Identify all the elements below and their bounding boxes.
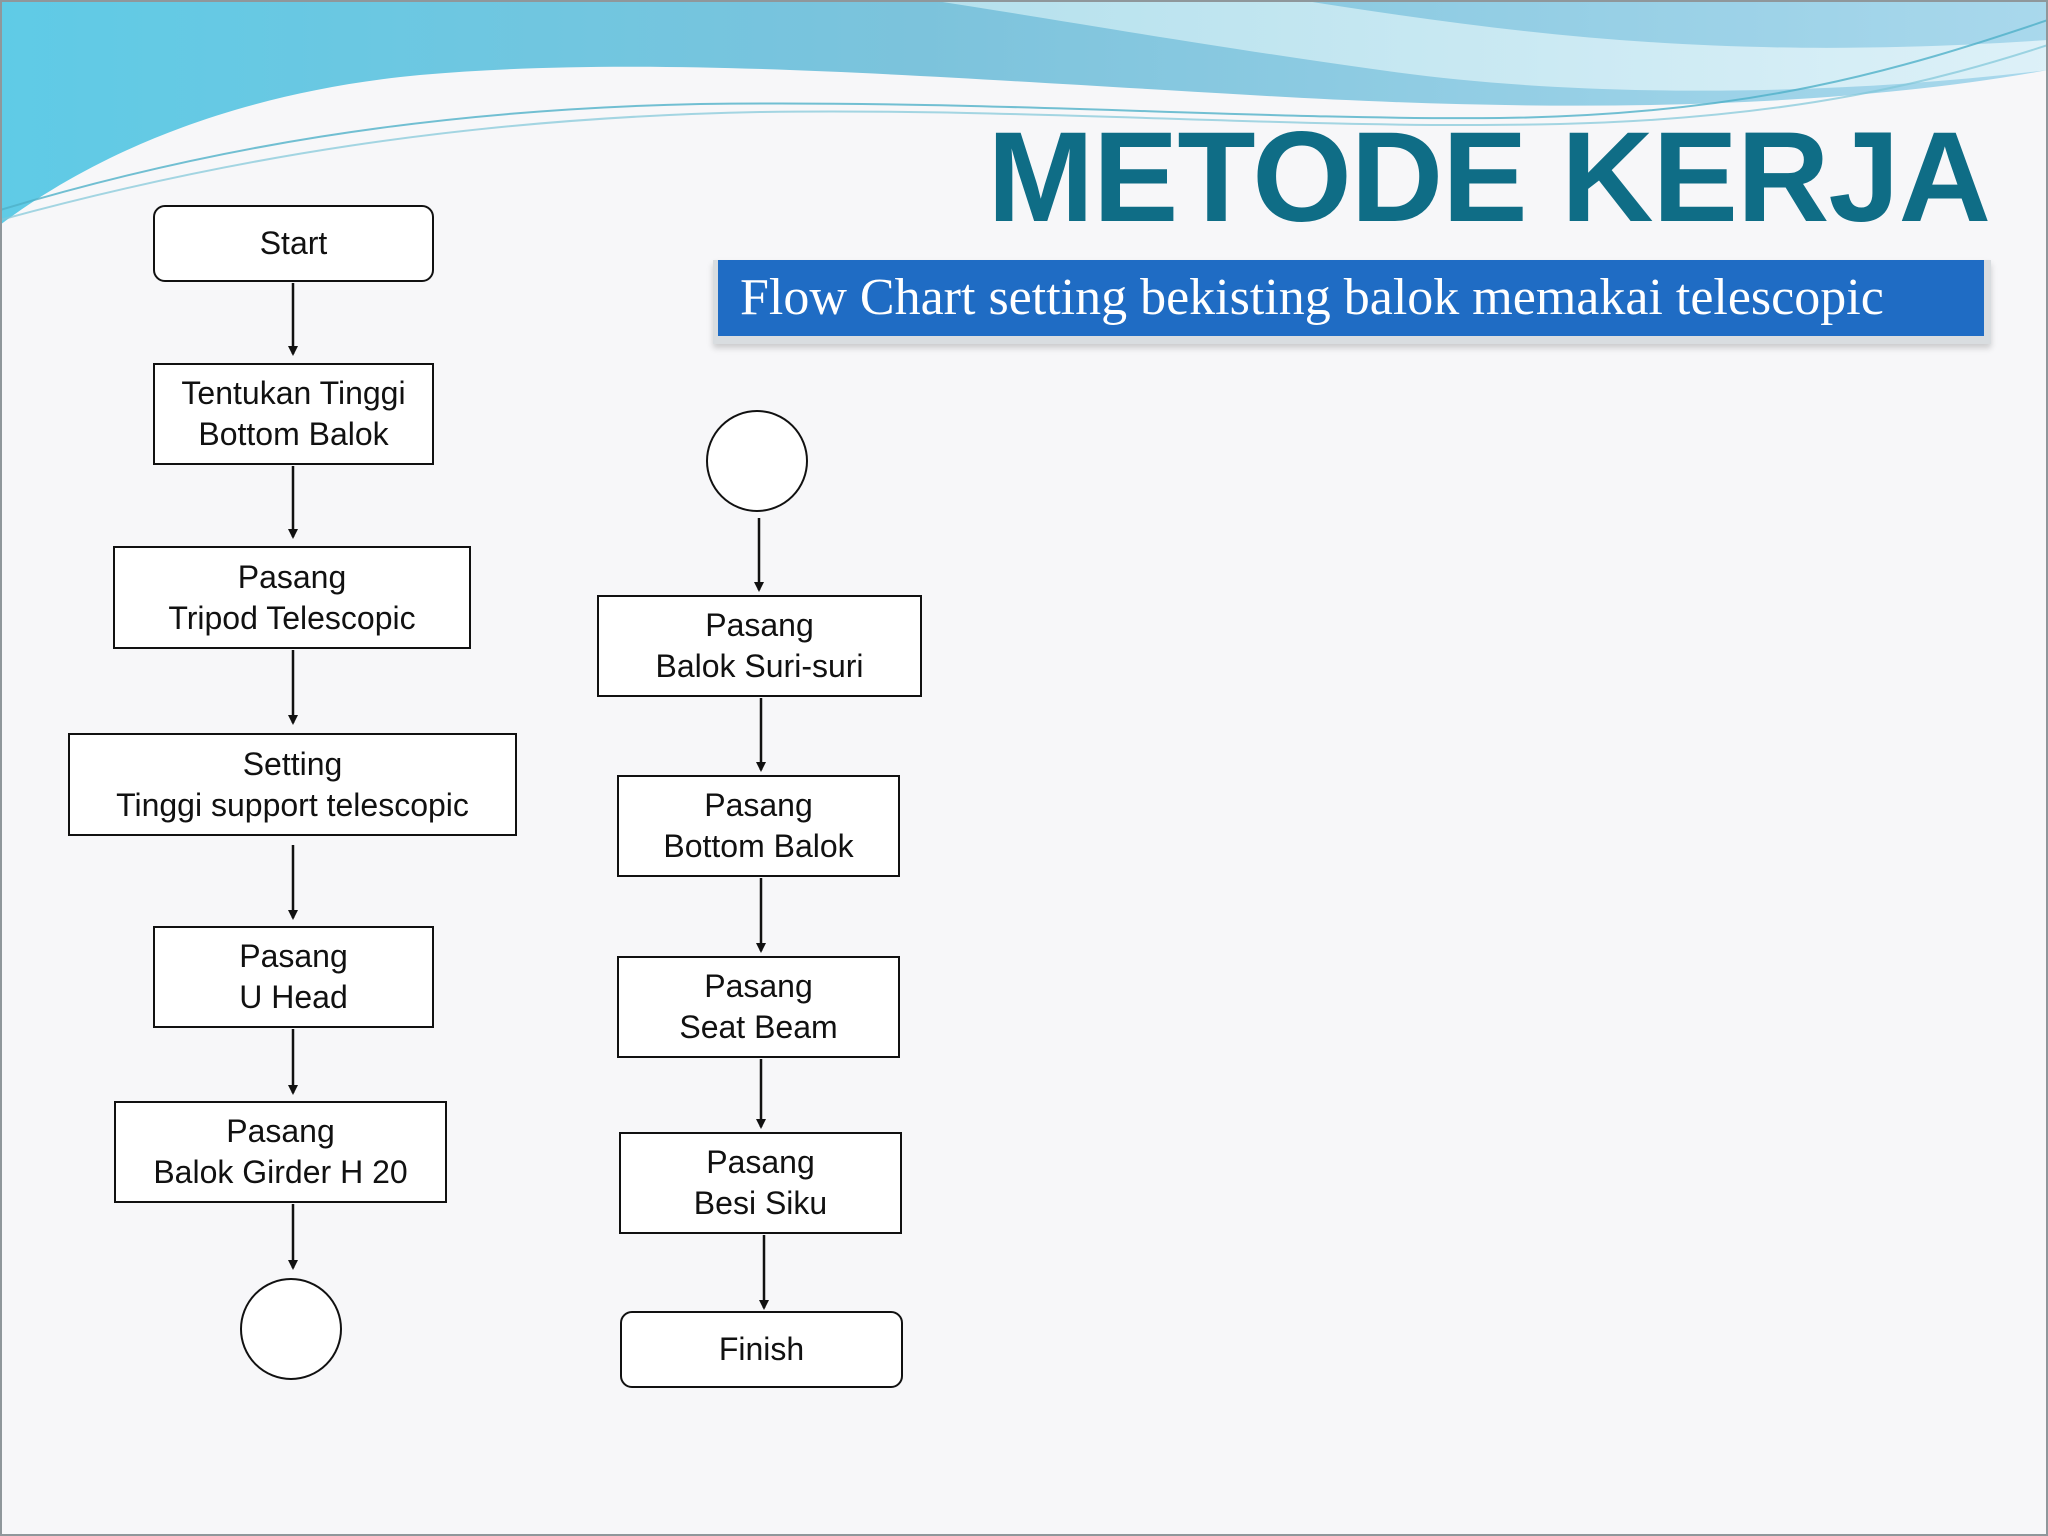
step-line2: Balok Girder H 20 bbox=[153, 1154, 408, 1190]
step-line2: Balok Suri-suri bbox=[655, 648, 864, 684]
finish-label: Finish bbox=[718, 1331, 805, 1367]
step-line2: Bottom Balok bbox=[663, 828, 854, 864]
step-line1: Pasang bbox=[237, 558, 347, 595]
step-line1: Pasang bbox=[239, 938, 348, 974]
step-install-tripod bbox=[113, 546, 471, 649]
slide-title: METODE KERJA bbox=[987, 106, 1990, 249]
finish-node bbox=[620, 1311, 903, 1388]
step-line1: Pasang bbox=[704, 968, 813, 1004]
connector-circle-out bbox=[240, 1278, 342, 1380]
step-determine-bottom-height bbox=[153, 363, 434, 465]
connector-circle-in bbox=[706, 410, 808, 512]
step-set-support-height bbox=[68, 733, 517, 836]
step-line2: Seat Beam bbox=[679, 1009, 838, 1045]
step-line2: U Head bbox=[239, 979, 348, 1015]
step-install-bottom-beam bbox=[617, 775, 900, 877]
start-node bbox=[153, 205, 434, 282]
step-line1: Pasang bbox=[706, 1144, 815, 1180]
step-line2: Tripod Telescopic bbox=[168, 599, 416, 636]
start-label: Start bbox=[259, 225, 328, 261]
step-install-seat-beam bbox=[617, 956, 900, 1058]
step-line1: Setting bbox=[242, 745, 343, 782]
step-install-girder bbox=[114, 1101, 447, 1203]
step-line2: Besi Siku bbox=[693, 1185, 828, 1221]
step-install-suri-suri bbox=[597, 595, 922, 697]
step-line1: Pasang bbox=[705, 607, 814, 643]
step-install-angle-iron bbox=[619, 1132, 902, 1234]
step-line1: Pasang bbox=[704, 787, 813, 823]
step-line1: Pasang bbox=[226, 1113, 335, 1149]
step-line2: Tinggi support telescopic bbox=[116, 786, 469, 823]
step-line2: Bottom Balok bbox=[198, 416, 389, 452]
slide-subtitle: Flow Chart setting bekisting balok memakai telescopic bbox=[718, 260, 1984, 336]
step-line1: Tentukan Tinggi bbox=[181, 375, 406, 411]
step-install-u-head bbox=[153, 926, 434, 1028]
